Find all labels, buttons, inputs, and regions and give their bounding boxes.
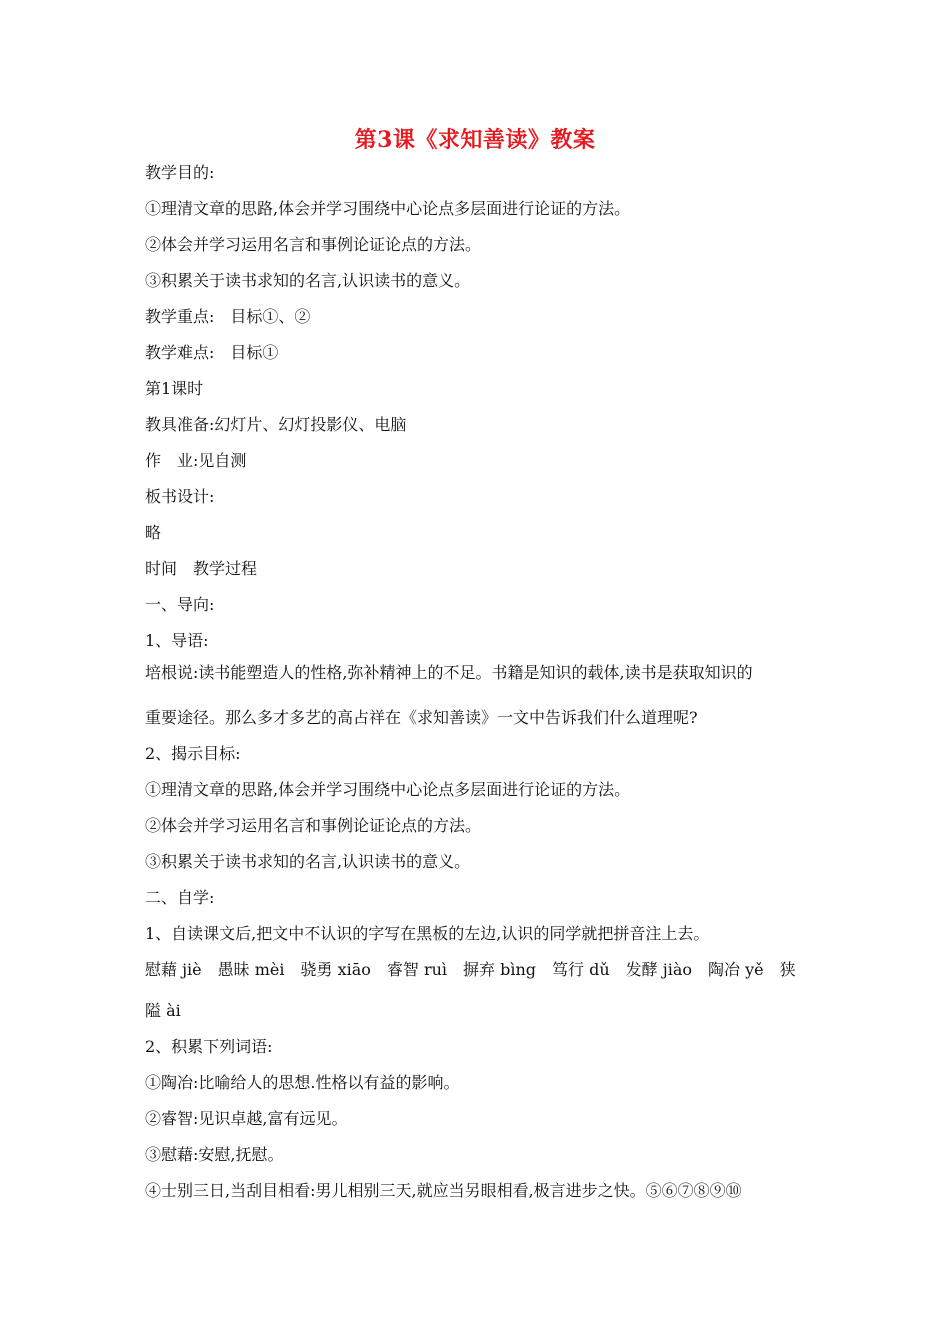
intro-text-line-1: 培根说:读书能塑造人的性格,弥补精神上的不足。书籍是知识的载体,读书是获取知识的 [145,663,753,682]
homework: 作 业:见自测 [145,451,247,470]
vocab-1: ①陶冶:比喻给人的思想.性格以有益的影响。 [145,1073,460,1092]
self-study-instruction: 1、自读课文后,把文中不认识的字写在黑板的左边,认识的同学就把拼音注上去。 [145,924,710,943]
document-title: 第3课《求知善读》教案 [354,127,596,153]
section-guide-heading: 一、导向: [145,595,215,614]
goal-3: ③积累关于读书求知的名言,认识读书的意义。 [145,852,471,871]
pinyin-words-line-2: 隘 ài [145,1001,181,1020]
teaching-objectives-heading: 教学目的: [145,163,215,182]
intro-heading: 1、导语: [145,631,209,650]
section-self-study-heading: 二、自学: [145,888,215,907]
board-design-heading: 板书设计: [145,487,215,506]
goal-2: ②体会并学习运用名言和事例论证论点的方法。 [145,816,482,835]
objective-1: ①理清文章的思路,体会并学习围绕中心论点多层面进行论证的方法。 [145,199,631,218]
intro-text-line-2: 重要途径。那么多才多艺的高占祥在《求知善读》一文中告诉我们什么道理呢? [145,708,698,727]
objective-3: ③积累关于读书求知的名言,认识读书的意义。 [145,271,471,290]
teaching-aids: 教具准备:幻灯片、幻灯投影仪、电脑 [145,415,407,434]
reveal-goals-heading: 2、揭示目标: [145,744,241,763]
board-design-content: 略 [145,523,162,542]
process-header: 时间 教学过程 [145,559,258,578]
goal-1: ①理清文章的思路,体会并学习围绕中心论点多层面进行论证的方法。 [145,780,631,799]
lesson-period: 第1课时 [145,379,204,398]
key-points: 教学重点: 目标①、② [145,307,311,326]
vocab-4: ④士别三日,当刮目相看:男儿相别三天,就应当另眼相看,极言进步之快。⑤⑥⑦⑧⑨⑩ [145,1181,742,1200]
vocabulary-heading: 2、积累下列词语: [145,1037,273,1056]
pinyin-words-line-1: 慰藉 jiè 愚昧 mèi 骁勇 xiāo 睿智 ruì 摒弃 bìng 笃行 dǔ 发酵 jiào 陶冶 yě 狭 [145,960,796,979]
difficult-points: 教学难点: 目标① [145,343,279,362]
vocab-3: ③慰藉:安慰,抚慰。 [145,1145,284,1164]
objective-2: ②体会并学习运用名言和事例论证论点的方法。 [145,235,482,254]
vocab-2: ②睿智:见识卓越,富有远见。 [145,1109,348,1128]
